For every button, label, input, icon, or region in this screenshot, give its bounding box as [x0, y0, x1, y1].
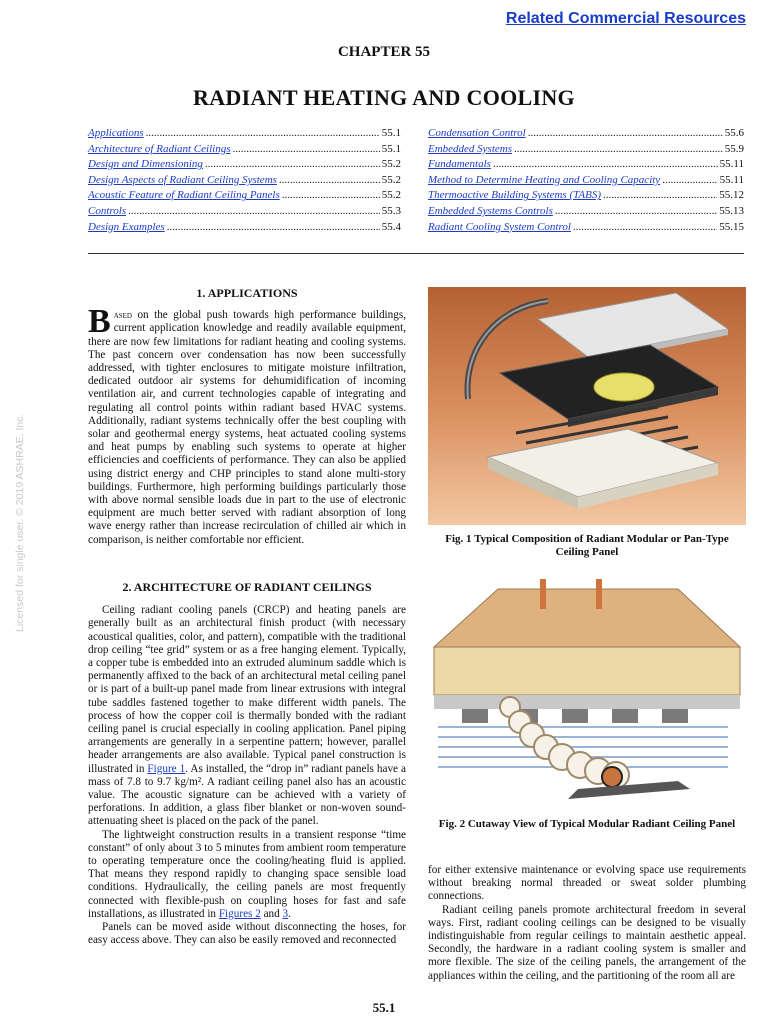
figure-2-caption: Fig. 2 Cutaway View of Typical Modular Radiant Ceiling Panel [438, 818, 736, 830]
toc-entry-page: 55.2 [381, 158, 401, 171]
panel-face [434, 695, 740, 709]
applications-body: on the global push towards high performance buildings, current application knowledge and readily available equipment, there are now few limitations for radiant heating and cooling systems. The past concern over condensation has now been successfully addressed, with tighter enclosures to mitigate moisture infiltration, dedicated outdoor air systems for dehumidification of incoming ventilation air, and current technologies capable of integrating and regulating all control points within radiant based HVAC systems. Additionally, radiant systems technically offer the best coupling with solar and geothermal energy systems, heat actuated cooling systems and heat pumps by enabling such systems to operate at higher efficiencies and coefficients of performance. They can also be applied using district energy and CHP principles to stand alone multi-story buildings. Furthermore, high performing buildings particularly those with above normal sensible loads due in part to the use of electronic equipment are much better served with radiant absorption of long wave energy rather than increase recirculation of chilled air which in comparison, is neither comfortable nor efficient. [88, 309, 406, 546]
acoustic-pad [594, 373, 654, 401]
toc-entry[interactable] [88, 126, 401, 142]
toc-entry-label[interactable]: Condensation Control [428, 127, 526, 139]
license-watermark-text: Licensed for single user. © 2019 ASHRAE, Inc. [14, 413, 26, 632]
toc-entry-label[interactable]: Applications [88, 127, 144, 139]
toc-entry-label[interactable]: Design and Dimensioning [88, 158, 203, 171]
lead-small-caps: ased [113, 310, 132, 322]
toc-entry[interactable] [428, 142, 744, 158]
toc-leader-dots [662, 173, 717, 189]
toc-entry-label[interactable]: Method to Determine Heating and Cooling Capacity [428, 173, 661, 186]
related-commercial-resources-link[interactable]: Related Commercial Resources [505, 10, 746, 27]
toc-entry-page: 55.11 [719, 173, 744, 186]
toc-leader-dots [279, 173, 380, 189]
toc-leader-dots [514, 142, 723, 158]
section-heading-architecture: 2. ARCHITECTURE OF RADIANT CEILINGS [122, 580, 372, 594]
toc-entry-page: 55.13 [719, 204, 744, 217]
figure-3-link[interactable]: 3 [282, 907, 289, 920]
page-number: 55.1 [372, 1000, 396, 1015]
toc-entry[interactable] [88, 204, 401, 220]
paragraph-text: . As installed, the “drop in” radiant panels have a mass of 7.8 to 9.7 kg/m². A radiant ceiling panel also has an acoustic value. The acoustic signature can be achieved with a variety of perforations. In addition, a glass fiber blanket or non-woven sound-attenuating sheet is placed on the pack of the panel. [88, 762, 406, 828]
toc-entry[interactable] [88, 142, 401, 158]
toc-entry[interactable] [428, 173, 744, 189]
drop-cap: B [88, 303, 111, 341]
toc-entry-label[interactable]: Embedded Systems Controls [428, 204, 553, 217]
toc-leader-dots [167, 220, 380, 236]
toc-leader-dots [573, 220, 717, 236]
acoustic-layer [434, 647, 740, 695]
toc-entry-label[interactable]: Design Examples [88, 220, 165, 233]
toc-leader-dots [205, 157, 380, 173]
toc-leader-dots [282, 188, 380, 204]
copper-pipe-section [602, 767, 622, 787]
toc-leader-dots [128, 204, 380, 220]
toc-leader-dots [493, 157, 718, 173]
toc-divider [88, 253, 744, 254]
toc-leader-dots [603, 188, 717, 204]
figure-1-link[interactable]: Figure 1 [147, 762, 186, 775]
toc-leader-dots [146, 126, 380, 142]
toc-entry-label[interactable]: Design Aspects of Radiant Ceiling Systems [88, 173, 277, 186]
toc-entry[interactable] [428, 188, 744, 204]
architectural-freedom-paragraph: Radiant ceiling panels promote architectural freedom in several ways. First, radiant cooling ceilings can be designed to be visually indistinguishable from regular ceilings to maintain aesthetic appeal. Secondly, the hardware in a radiant cooling system is smaller and more flexible. The size of the ceiling panels, the arrangement of the appliances within the ceiling, and the partitioning of the room all are [428, 903, 746, 982]
paragraph-text: Ceiling radiant cooling panels (CRCP) and heating panels are generally built as an architectural finish product (with necessary acoustical qualities, color, and pattern), compatible with the traditional drop ceiling “tee grid” system or as a free hanging element. Typically, a copper tube is embedded into an extruded aluminum saddle which is permanently affixed to the back of an architectural metal ceiling panel or is part of a built-up panel made from linear extrusions with integral tube saddles fastened together to make different width panels. The process of how the copper coil is thermally bonded with the radiant ceiling panel is crucial especially in cooling application. Panel piping arrangements are generally in a serpentine pattern; however, parallel header arrangements are also available. Typical panel construction is illustrated in [88, 604, 406, 775]
chapter-label: CHAPTER 55 [337, 44, 431, 60]
toc-leader-dots [528, 126, 723, 142]
toc-entry[interactable] [88, 157, 401, 173]
toc-entry-label[interactable]: Architecture of Radiant Ceilings [88, 142, 231, 155]
toc-entry-label[interactable]: Thermoactive Building Systems (TABS) [428, 189, 602, 202]
toc-entry-page: 55.1 [381, 127, 401, 139]
toc-entry-page: 55.1 [381, 142, 401, 155]
section-architecture [88, 581, 406, 947]
toc-entry-page: 55.2 [381, 173, 401, 186]
toc-entry[interactable] [88, 173, 401, 189]
toc-entry-label[interactable]: Embedded Systems [428, 142, 513, 155]
architecture-paragraph-3: Panels can be moved aside without disconnecting the hoses, for easy access above. They can also be easily removed and reconnected [88, 921, 406, 947]
toc-leader-dots [232, 142, 379, 158]
toc-entry[interactable] [428, 220, 744, 236]
toc-entry-page: 55.2 [381, 189, 401, 202]
toc-entry-page: 55.9 [724, 142, 744, 155]
toc-left-column [88, 126, 401, 235]
section-applications [88, 287, 406, 547]
toc-entry-page: 55.3 [381, 204, 401, 217]
right-column-continued-text [428, 864, 746, 983]
toc-entry[interactable] [88, 188, 401, 204]
toc-entry-label[interactable]: Fundamentals [428, 158, 491, 171]
toc-entry-label[interactable]: Acoustic Feature of Radiant Ceiling Panels [88, 189, 280, 202]
toc-entry-label[interactable]: Controls [88, 204, 127, 217]
continued-paragraph: for either extensive maintenance or evolving space use requirements without breaking normal threaded or sweat solder plumbing connections. [428, 864, 746, 903]
toc-entry-page: 55.6 [724, 127, 744, 139]
toc-right-column [428, 126, 744, 235]
figure-1-caption: Fig. 1 Typical Composition of Radiant Modular or Pan-Type Ceiling Panel [445, 533, 729, 559]
architecture-paragraph-2 [88, 829, 406, 921]
toc-entry[interactable] [428, 157, 744, 173]
figure-2-cutaway-illustration [428, 577, 746, 809]
paragraph-text: The lightweight construction results in a transient response “time constant” of only about 3 to 5 minutes from ambient room temperature to operating temperature once the cooling/heating fluid is applied. That means they respond rapidly to changing space sensible load conditions. Hydraulically, the ceiling panels are most frequently connected with flexible-push on coupling hoses for fast and safe installations, as illustrated in [88, 828, 406, 920]
figure-1-panel-illustration [428, 287, 746, 525]
applications-paragraph [88, 303, 406, 547]
toc-leader-dots [555, 204, 717, 220]
toc-entry-page: 55.12 [719, 189, 744, 202]
toc-entry-label[interactable]: Radiant Cooling System Control [428, 220, 571, 233]
toc-entry[interactable] [428, 204, 744, 220]
toc-entry[interactable] [428, 126, 744, 142]
section-heading-applications: 1. APPLICATIONS [196, 286, 298, 300]
paragraph-text: and [260, 907, 283, 920]
toc-entry-page: 55.11 [719, 158, 744, 171]
architecture-paragraph-1 [88, 604, 406, 828]
toc-entry-page: 55.4 [381, 220, 401, 233]
toc-entry-page: 55.15 [719, 220, 744, 233]
toc-entry[interactable] [88, 220, 401, 236]
paragraph-text: . [288, 907, 291, 920]
figures-2-link[interactable]: Figures 2 [218, 907, 261, 920]
page-title: RADIANT HEATING AND COOLING [193, 85, 575, 110]
